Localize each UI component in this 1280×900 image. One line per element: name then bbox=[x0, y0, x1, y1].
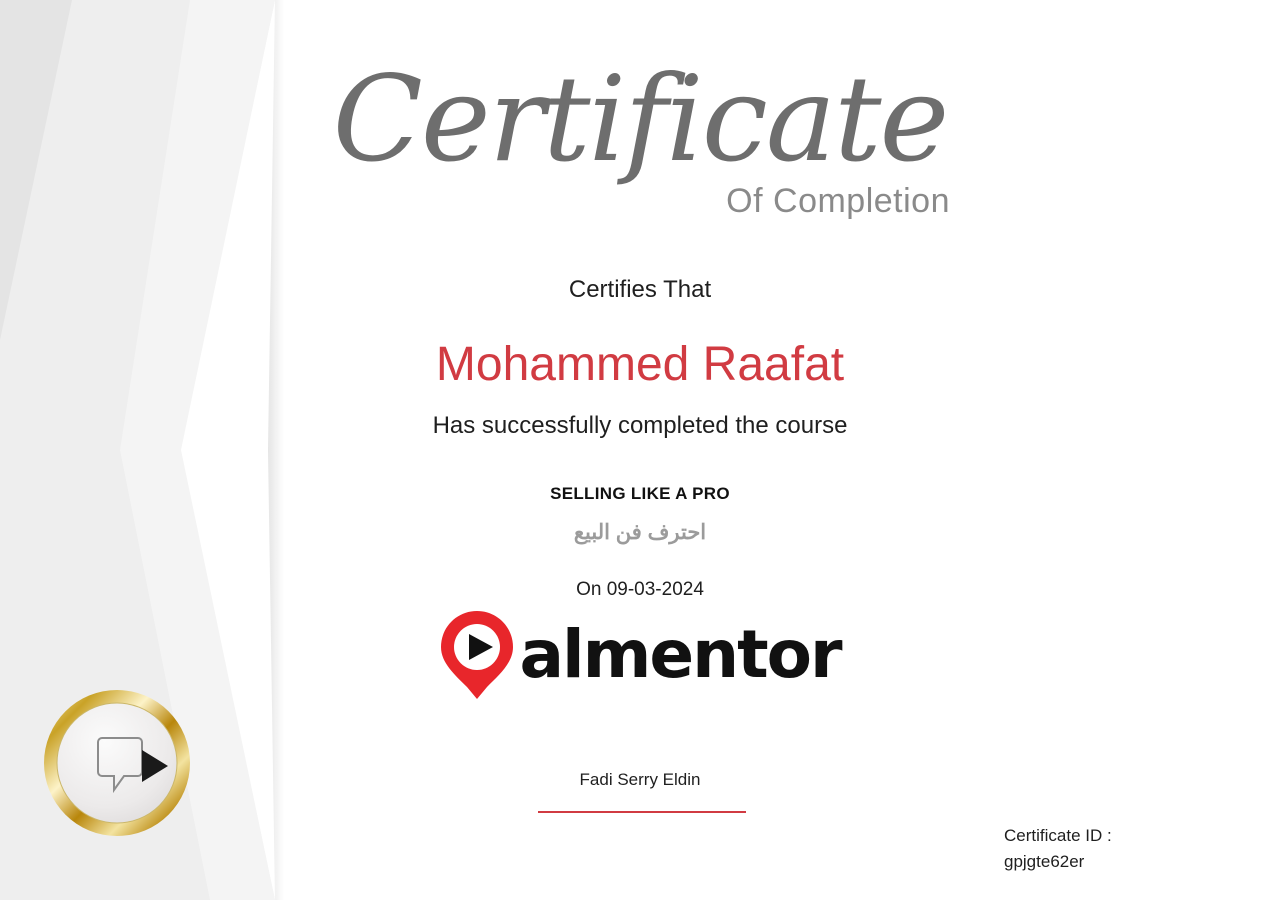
brand-logo bbox=[0, 605, 1280, 705]
signatory-name: Fadi Serry Eldin bbox=[579, 770, 701, 789]
certificate-id-value: gpjgte62er bbox=[1004, 852, 1085, 872]
course-title-ar: احترف فن البيع bbox=[573, 521, 707, 544]
certifies-label: Certifies That bbox=[568, 276, 712, 303]
completion-label: Has successfully completed the course bbox=[432, 412, 848, 439]
completion-date: On 09-03-2024 bbox=[576, 579, 704, 600]
certificate-subtitle: Of Completion bbox=[726, 182, 950, 220]
signature-line bbox=[538, 811, 746, 813]
certificate-title: Certificate bbox=[332, 50, 948, 188]
course-title-en: SELLING LIKE A PRO bbox=[550, 484, 730, 503]
certificate-title-block bbox=[330, 50, 950, 221]
brand-name: almentor bbox=[519, 616, 841, 693]
certificate-id-label: Certificate ID : bbox=[1004, 826, 1112, 845]
recipient-name: Mohammed Raafat bbox=[435, 338, 845, 391]
play-pin-icon bbox=[439, 609, 515, 701]
certificate-id-block bbox=[1004, 823, 1254, 876]
